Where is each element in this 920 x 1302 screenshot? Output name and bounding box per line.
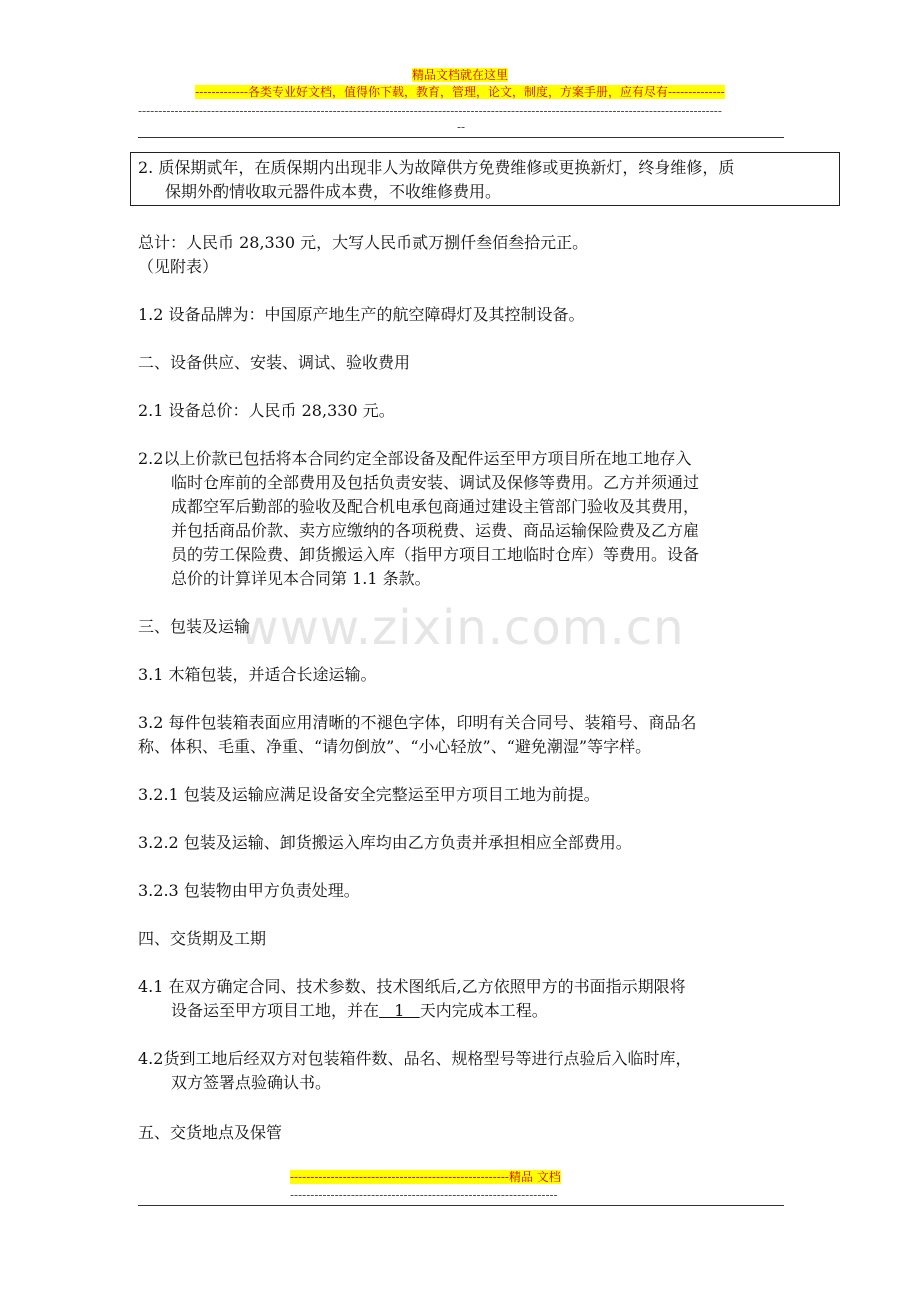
footer-line2: ------------------------------------------------------------------: [290, 1188, 558, 1202]
clause-2-2-line3: 成都空军后勤部的验收及配合机电承包商通过建设主管部门验收及其费用，: [171, 497, 700, 516]
footer-line1: ------------------------------------------------------精品 文档: [290, 1170, 561, 1184]
header-dash-line: ------------------------------------------------------------------------------------------------------------------------------------------------: [138, 104, 722, 118]
header-rule: [138, 137, 784, 138]
header-title: 精品文档就在这里: [411, 68, 508, 82]
clause-3-2-1: 3.2.1 包装及运输应满足设备安全完整运至甲方项目工地为前提。: [138, 785, 600, 804]
delivery-days-value: 1: [379, 1001, 420, 1020]
clause-2-1: 2.1 设备总价：人民币 28,330 元。: [138, 401, 395, 420]
clause-2-2-line2: 临时仓库前的全部费用及包括负责安装、调试及保修等费用。乙方并须通过: [171, 473, 700, 492]
header-tagline: -------------各类专业好文档，值得你下载，教育，管理，论文，制度，方案手册，应有尽有--------------: [195, 85, 725, 99]
clause-4-1-line2: [138, 999, 817, 1023]
heading-section-3: 三、包装及运输: [138, 617, 251, 636]
clause-4-2-line1: 4.2货到工地后经双方对包装箱件数、品名、规格型号等进行点验后入临时库，: [138, 1049, 692, 1068]
footer-rule: [138, 1205, 784, 1206]
clause-3-2-2: 3.2.2 包装及运输、卸货搬运入库均由乙方负责并承担相应全部费用。: [138, 833, 632, 852]
boxed-item-line2: 保期外酌情收取元器件成本费，不收维修费用。: [165, 182, 502, 201]
total-line: 总计：人民币 28,330 元，大写人民币贰万捌仟叁佰叁拾元正。: [138, 233, 589, 252]
clause-4-1-line1: 4.1 在双方确定合同、技术参数、技术图纸后,乙方依照甲方的书面指示期限将: [138, 977, 686, 996]
clause-2-2-line1: 2.2以上价款已包括将本合同约定全部设备及配件运至甲方项目所在地工地存入: [138, 449, 692, 468]
clause-4-1-suffix: 天内完成本工程。: [419, 1001, 548, 1020]
heading-section-2: 二、设备供应、安装、调试、验收费用: [138, 353, 411, 372]
clause-2-2-line6: 总价的计算详见本合同第 1.1 条款。: [171, 569, 431, 588]
heading-section-4: 四、交货期及工期: [138, 929, 267, 948]
clause-4-1-prefix: 设备运至甲方项目工地，并在: [171, 1001, 380, 1020]
attachment-note: （见附表）: [138, 257, 219, 276]
clause-1-2: 1.2 设备品牌为：中国原产地生产的航空障碍灯及其控制设备。: [138, 305, 585, 324]
boxed-item-line1: 2. 质保期贰年，在质保期内出现非人为故障供方免费维修或更换新灯，终身维修，质: [138, 158, 735, 177]
clause-3-1: 3.1 木箱包装，并适合长途运输。: [138, 665, 377, 684]
clause-3-2-line2: 称、体积、毛重、净重、“请勿倒放”、“小心轻放”、“避免潮湿”等字样。: [138, 737, 652, 756]
clause-4-2-line2: 双方签署点验确认书。: [171, 1073, 332, 1092]
header-dash-line-tail: --: [456, 120, 466, 134]
watermark: www.zixin.com.cn: [239, 600, 685, 656]
heading-section-5: 五、交货地点及保管: [138, 1123, 283, 1142]
clause-3-2-3: 3.2.3 包装物由甲方负责处理。: [138, 881, 360, 900]
clause-3-2-line1: 3.2 每件包装箱表面应用清晰的不褪色字体，印明有关合同号、装箱号、商品名: [138, 713, 697, 732]
clause-2-2-line5: 员的劳工保险费、卸货搬运入库（指甲方项目工地临时仓库）等费用。设备: [171, 545, 700, 564]
clause-2-2-line4: 并包括商品价款、卖方应缴纳的各项税费、运费、商品运输保险费及乙方雇: [171, 521, 700, 540]
